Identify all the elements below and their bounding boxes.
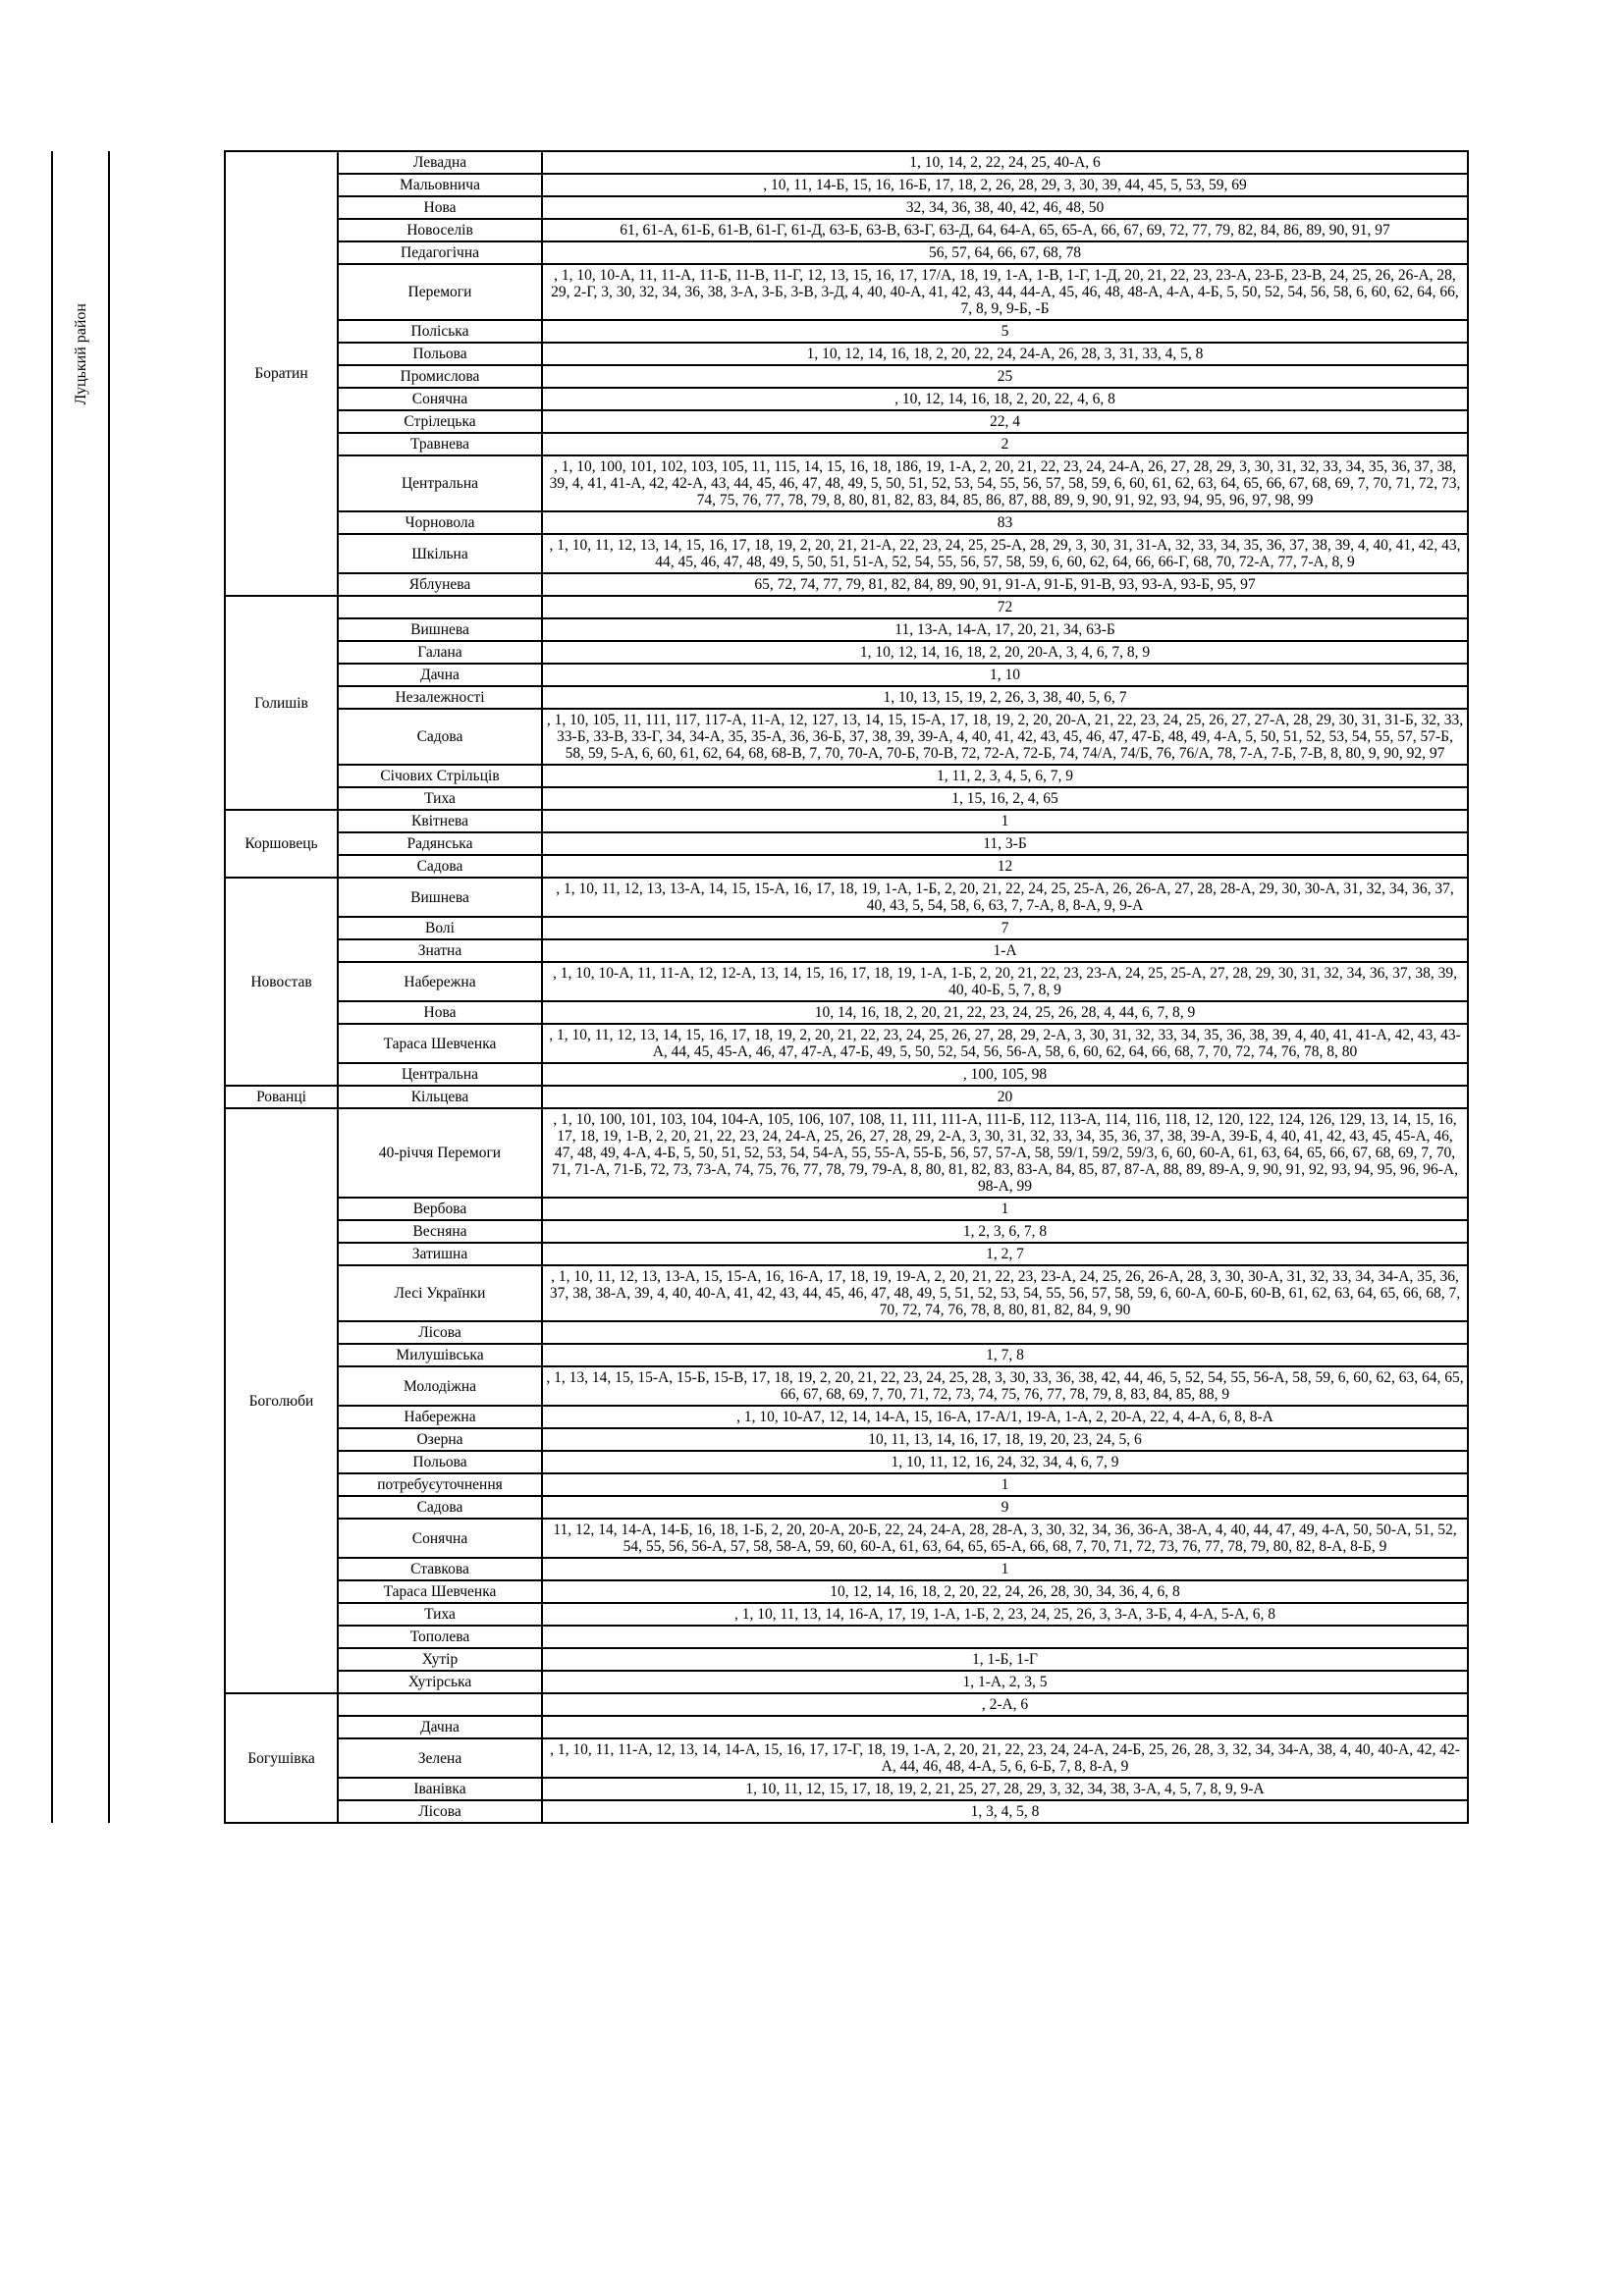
house-numbers: 1: [542, 1473, 1468, 1496]
street-name: Садова: [338, 709, 542, 765]
house-numbers: 10, 12, 14, 16, 18, 2, 20, 22, 24, 26, 28, 30, 34, 36, 4, 6, 8: [542, 1580, 1468, 1603]
street-name: Лісова: [338, 1321, 542, 1344]
house-numbers: , 1, 10, 11, 12, 13, 14, 15, 16, 17, 18, 19, 2, 20, 21, 21-А, 22, 23, 24, 25, 25-А, 28, 29, 3, 30, 31, 31-А, 32, 33, 34, 35, 36, 37, 38, 39, 4, 40, 41, 42, 43, 44, 45, 46, 47, 48, 49, 5, 50, 51, 51-А, 52, 54, 55, 56, 57, 58, 59, 6, 60, 62, 64, 66, 66-Г, 68, 70, 72-А, 77, 7-А, 8, 9: [542, 534, 1468, 573]
house-numbers: , 1, 10, 105, 11, 111, 117, 117-А, 11-А, 12, 127, 13, 14, 15, 15-А, 17, 18, 19, 2, 20, 20-А, 21, 22, 23, 24, 25, 26, 27, 27-А, 28, 29, 30, 31, 31-Б, 32, 33, 33-Б, 33-В, 33-Г, 34, 34-А, 35, 35-А, 36, 36-Б, 37, 38, 39, 39-А, 4, 40, 41, 42, 43, 45, 46, 47, 47-Б, 48, 49, 4-А, 5, 50, 51, 52, 53, 54, 55, 57, 57-Б, 58, 59, 5-А, 6, 60, 61, 62, 64, 68, 68-В, 7, 70, 70-А, 70-Б, 70-В, 72, 72-А, 72-Б, 74, 74/А, 74/Б, 76, 76/А, 78, 7-А, 7-Б, 7-В, 8, 80, 9, 90, 92, 97: [542, 709, 1468, 765]
house-numbers: 72: [542, 596, 1468, 618]
street-name: потребуєуточнення: [338, 1473, 542, 1496]
street-name: Іванівка: [338, 1778, 542, 1800]
street-name: Незалежності: [338, 686, 542, 709]
street-name: Нова: [338, 1001, 542, 1024]
street-name: Ставкова: [338, 1558, 542, 1580]
address-table-body: [52, 151, 1468, 1823]
house-numbers: 20: [542, 1086, 1468, 1108]
street-name: Набережна: [338, 1406, 542, 1428]
street-name: Набережна: [338, 962, 542, 1001]
house-numbers: 61, 61-А, 61-Б, 61-В, 61-Г, 61-Д, 63-Б, 63-В, 63-Г, 63-Д, 64, 64-А, 65, 65-А, 66, 67, 69, 72, 77, 79, 82, 84, 86, 89, 90, 91, 97: [542, 219, 1468, 241]
house-numbers: 1, 10, 11, 12, 15, 17, 18, 19, 2, 21, 25, 27, 28, 29, 3, 32, 34, 38, 3-А, 4, 5, 7, 8, 9, 9-А: [542, 1778, 1468, 1800]
house-numbers: 25: [542, 365, 1468, 388]
street-name: Нова: [338, 196, 542, 219]
house-numbers: 32, 34, 36, 38, 40, 42, 46, 48, 50: [542, 196, 1468, 219]
street-name: Дачна: [338, 1716, 542, 1738]
street-name: Левадна: [338, 151, 542, 174]
street-name: Тополева: [338, 1626, 542, 1648]
house-numbers: 1, 10, 12, 14, 16, 18, 2, 20, 20-А, 3, 4, 6, 7, 8, 9: [542, 641, 1468, 664]
house-numbers: , 1, 10, 11, 12, 13, 13-А, 14, 15, 15-А, 16, 17, 18, 19, 1-А, 1-Б, 2, 20, 21, 22, 24, 25, 25-А, 26, 26-А, 27, 28, 28-А, 29, 30, 30-А, 31, 32, 34, 36, 37, 40, 43, 5, 54, 58, 6, 63, 7, 7-А, 8, 8-А, 9, 9-А: [542, 878, 1468, 917]
house-numbers: 65, 72, 74, 77, 79, 81, 82, 84, 89, 90, 91, 91-А, 91-Б, 91-В, 93, 93-А, 93-Б, 95, 97: [542, 573, 1468, 596]
street-row: [52, 596, 1468, 618]
street-name: Зелена: [338, 1738, 542, 1778]
street-name: [338, 1693, 542, 1716]
street-name: Галана: [338, 641, 542, 664]
street-name: Радянська: [338, 832, 542, 855]
house-numbers: 11, 3-Б: [542, 832, 1468, 855]
street-row: [52, 1108, 1468, 1198]
house-numbers: , 1, 10, 11, 13, 14, 16-А, 17, 19, 1-А, 1-Б, 2, 23, 24, 25, 26, 3, 3-А, 3-Б, 4, 4-А, 5-А, 6, 8: [542, 1603, 1468, 1626]
house-numbers: 1, 10, 11, 12, 16, 24, 32, 34, 4, 6, 7, 9: [542, 1451, 1468, 1473]
street-name: Тиха: [338, 787, 542, 810]
street-name: Тараса Шевченка: [338, 1580, 542, 1603]
district-label: Луцький район: [72, 303, 89, 405]
street-name: Садова: [338, 855, 542, 878]
street-name: Квітнева: [338, 810, 542, 832]
village-name: Рованці: [225, 1086, 338, 1108]
village-name: Богушівка: [225, 1693, 338, 1823]
street-row: [52, 151, 1468, 174]
street-name: Центральна: [338, 455, 542, 511]
house-numbers: , 10, 11, 14-Б, 15, 16, 16-Б, 17, 18, 2, 26, 28, 29, 3, 30, 39, 44, 45, 5, 53, 59, 69: [542, 174, 1468, 196]
house-numbers: , 1, 10, 100, 101, 102, 103, 105, 11, 115, 14, 15, 16, 18, 186, 19, 1-А, 2, 20, 21, 22, 23, 24, 24-А, 26, 27, 28, 29, 3, 30, 31, 32, 33, 34, 35, 36, 37, 38, 39, 4, 41, 41-А, 42, 42-А, 43, 44, 45, 46, 47, 48, 49, 5, 50, 51, 52, 53, 54, 55, 56, 57, 58, 59, 6, 60, 61, 62, 63, 64, 65, 66, 67, 68, 69, 7, 70, 71, 72, 73, 74, 75, 76, 77, 78, 79, 8, 80, 81, 82, 83, 84, 85, 86, 87, 88, 89, 9, 90, 91, 92, 93, 94, 95, 96, 97, 98, 99: [542, 455, 1468, 511]
house-numbers: 56, 57, 64, 66, 67, 68, 78: [542, 241, 1468, 264]
house-numbers: , 1, 10, 100, 101, 103, 104, 104-А, 105, 106, 107, 108, 11, 111, 111-А, 111-Б, 112, 113-А, 114, 116, 118, 12, 120, 122, 124, 126, 129, 13, 14, 15, 16, 17, 18, 19, 1-В, 2, 20, 21, 22, 23, 24, 24-А, 25, 26, 27, 28, 29, 2-А, 3, 30, 31, 32, 33, 34, 35, 36, 37, 38, 39-А, 39-Б, 4, 40, 41, 42, 43, 45, 45-А, 46, 47, 48, 49, 4-А, 4-Б, 5, 50, 51, 52, 53, 54, 54-А, 55, 55-А, 55-Б, 56, 57, 57-А, 58, 59/1, 59/2, 59/3, 6, 60, 60-А, 61, 63, 64, 65, 66, 67, 68, 69, 7, 70, 71, 71-А, 71-Б, 72, 73, 73-А, 74, 75, 76, 77, 78, 79, 79-А, 8, 80, 81, 82, 83, 83-А, 84, 85, 87, 87-А, 88, 89, 89-А, 9, 90, 91, 92, 93, 94, 95, 96, 96-А, 98-А, 99: [542, 1108, 1468, 1198]
street-name: Січових Стрільців: [338, 765, 542, 787]
street-row: [52, 1086, 1468, 1108]
house-numbers: , 10, 12, 14, 16, 18, 2, 20, 22, 4, 6, 8: [542, 388, 1468, 410]
house-numbers: 1, 11, 2, 3, 4, 5, 6, 7, 9: [542, 765, 1468, 787]
street-name: Польова: [338, 1451, 542, 1473]
house-numbers: 11, 12, 14, 14-А, 14-Б, 16, 18, 1-Б, 2, 20, 20-А, 20-Б, 22, 24, 24-А, 28, 28-А, 3, 30, 32, 34, 36, 36-А, 38-А, 4, 40, 44, 47, 49, 4-А, 50, 50-А, 51, 52, 54, 55, 56, 56-А, 57, 58, 58-А, 59, 60, 60-А, 61, 63, 64, 65, 65-А, 66, 68, 7, 70, 71, 72, 73, 76, 77, 78, 79, 80, 82, 8-А, 8-Б, 9: [542, 1519, 1468, 1558]
house-numbers: 22, 4: [542, 410, 1468, 433]
street-name: Тараса Шевченка: [338, 1024, 542, 1063]
house-numbers: , 100, 105, 98: [542, 1063, 1468, 1086]
house-numbers: 1, 2, 3, 6, 7, 8: [542, 1220, 1468, 1243]
house-numbers: 1: [542, 810, 1468, 832]
street-row: [52, 878, 1468, 917]
street-name: Садова: [338, 1496, 542, 1519]
street-name: Тиха: [338, 1603, 542, 1626]
street-name: Промислова: [338, 365, 542, 388]
house-numbers: , 1, 10, 10-А, 11, 11-А, 11-Б, 11-В, 11-Г, 12, 13, 15, 16, 17, 17/А, 18, 19, 1-А, 1-В, 1-Г, 1-Д, 20, 21, 22, 23, 23-А, 23-Б, 23-В, 24, 25, 26, 26-А, 28, 29, 2-Г, 3, 30, 32, 34, 36, 38, 3-А, 3-Б, 3-В, 3-Д, 4, 40, 40-А, 41, 42, 43, 44, 44-А, 45, 46, 48, 48-А, 4-А, 4-Б, 5, 50, 52, 54, 56, 58, 6, 60, 62, 64, 66, 7, 8, 9, 9-Б, -Б: [542, 264, 1468, 320]
street-name: Стрілецька: [338, 410, 542, 433]
street-name: Новоселів: [338, 219, 542, 241]
street-name: Лесі Українки: [338, 1265, 542, 1321]
district-cell: [52, 151, 109, 1823]
street-name: Вишнева: [338, 618, 542, 641]
village-name: Боратин: [225, 151, 338, 596]
house-numbers: 9: [542, 1496, 1468, 1519]
street-name: Шкільна: [338, 534, 542, 573]
street-row: [52, 810, 1468, 832]
house-numbers: 1, 15, 16, 2, 4, 65: [542, 787, 1468, 810]
street-name: Озерна: [338, 1428, 542, 1451]
house-numbers: 1, 10, 14, 2, 22, 24, 25, 40-А, 6: [542, 151, 1468, 174]
house-numbers: 2: [542, 433, 1468, 455]
street-name: Травнева: [338, 433, 542, 455]
street-name: Перемоги: [338, 264, 542, 320]
community-cell: [109, 151, 225, 1823]
house-numbers: , 1, 13, 14, 15, 15-А, 15-Б, 15-В, 17, 18, 19, 2, 20, 21, 22, 23, 24, 25, 28, 3, 30, 33, 36, 38, 42, 44, 46, 5, 52, 54, 55, 56-А, 58, 59, 6, 60, 62, 63, 64, 65, 66, 67, 68, 69, 7, 70, 71, 72, 73, 74, 75, 76, 77, 78, 79, 8, 83, 84, 85, 88, 9: [542, 1366, 1468, 1406]
village-name: Боголюби: [225, 1108, 338, 1693]
street-name: Знатна: [338, 939, 542, 962]
house-numbers: 83: [542, 511, 1468, 534]
street-name: Сонячна: [338, 1519, 542, 1558]
house-numbers: , 2-А, 6: [542, 1693, 1468, 1716]
house-numbers: , 1, 10, 11, 11-А, 12, 13, 14, 14-А, 15, 16, 17, 17-Г, 18, 19, 1-А, 2, 20, 21, 22, 23, 24, 24-А, 24-Б, 25, 26, 28, 3, 32, 34, 34-А, 38, 4, 40, 40-А, 42, 42-А, 44, 46, 48, 4-А, 5, 6, 6-Б, 7, 8, 8-А, 9: [542, 1738, 1468, 1778]
street-name: Молодіжна: [338, 1366, 542, 1406]
street-name: Затишна: [338, 1243, 542, 1265]
house-numbers: , 1, 10, 11, 12, 13, 13-А, 15, 15-А, 16, 16-А, 17, 18, 19, 19-А, 2, 20, 21, 22, 23, 23-А, 24, 25, 26, 26-А, 28, 3, 30, 30-А, 31, 32, 33, 34, 34-А, 35, 36, 37, 38, 38-А, 39, 4, 40, 40-А, 41, 42, 43, 44, 45, 46, 47, 48, 49, 5, 51, 52, 53, 54, 55, 56, 57, 58, 59, 6, 60-А, 60-Б, 60-В, 61, 62, 63, 64, 65, 66, 68, 7, 70, 72, 74, 76, 78, 8, 80, 81, 82, 84, 9, 90: [542, 1265, 1468, 1321]
street-row: [52, 1693, 1468, 1716]
house-numbers: 5: [542, 320, 1468, 343]
house-numbers: , 1, 10, 10-А7, 12, 14, 14-А, 15, 16-А, 17-А/1, 19-А, 1-А, 2, 20-А, 22, 4, 4-А, 6, 8, 8-А: [542, 1406, 1468, 1428]
street-name: Хутір: [338, 1648, 542, 1671]
street-name: Центральна: [338, 1063, 542, 1086]
house-numbers: 1, 10, 13, 15, 19, 2, 26, 3, 38, 40, 5, 6, 7: [542, 686, 1468, 709]
house-numbers: 1: [542, 1198, 1468, 1220]
house-numbers: 1, 7, 8: [542, 1344, 1468, 1366]
village-name: Голишів: [225, 596, 338, 810]
house-numbers: 1, 10, 12, 14, 16, 18, 2, 20, 22, 24, 24-А, 26, 28, 3, 31, 33, 4, 5, 8: [542, 343, 1468, 365]
street-name: Поліська: [338, 320, 542, 343]
street-name: Вербова: [338, 1198, 542, 1220]
house-numbers: 1-А: [542, 939, 1468, 962]
house-numbers: 1, 10: [542, 664, 1468, 686]
street-name: Сонячна: [338, 388, 542, 410]
street-name: Хутірська: [338, 1671, 542, 1693]
street-name: Волі: [338, 917, 542, 939]
street-name: 40-річчя Перемоги: [338, 1108, 542, 1198]
street-name: Яблунева: [338, 573, 542, 596]
street-name: Польова: [338, 343, 542, 365]
house-numbers: 11, 13-А, 14-А, 17, 20, 21, 34, 63-Б: [542, 618, 1468, 641]
address-table: [51, 150, 1469, 1824]
house-numbers: 10, 11, 13, 14, 16, 17, 18, 19, 20, 23, 24, 5, 6: [542, 1428, 1468, 1451]
house-numbers: 1, 1-А, 2, 3, 5: [542, 1671, 1468, 1693]
street-name: Дачна: [338, 664, 542, 686]
street-name: Весняна: [338, 1220, 542, 1243]
street-name: Педагогічна: [338, 241, 542, 264]
street-name: Мальовнича: [338, 174, 542, 196]
house-numbers: 7: [542, 917, 1468, 939]
house-numbers: , 1, 10, 11, 12, 13, 14, 15, 16, 17, 18, 19, 2, 20, 21, 22, 23, 24, 25, 26, 27, 28, 29, 2-А, 3, 30, 31, 32, 33, 34, 35, 36, 38, 39, 4, 40, 41, 41-А, 42, 43, 43-А, 44, 45, 45-А, 46, 47, 47-А, 47-Б, 49, 5, 50, 52, 54, 56, 56-А, 58, 6, 60, 62, 64, 66, 68, 7, 70, 72, 74, 76, 78, 8, 80: [542, 1024, 1468, 1063]
house-numbers: 10, 14, 16, 18, 2, 20, 21, 22, 23, 24, 25, 26, 28, 4, 44, 6, 7, 8, 9: [542, 1001, 1468, 1024]
house-numbers: , 1, 10, 10-А, 11, 11-А, 12, 12-А, 13, 14, 15, 16, 17, 18, 19, 1-А, 1-Б, 2, 20, 21, 22, 23, 23-А, 24, 25, 25-А, 27, 28, 29, 30, 31, 32, 34, 36, 37, 38, 39, 40, 40-Б, 5, 7, 8, 9: [542, 962, 1468, 1001]
house-numbers: 1, 3, 4, 5, 8: [542, 1800, 1468, 1823]
street-name: Чорновола: [338, 511, 542, 534]
street-name: Милушівська: [338, 1344, 542, 1366]
street-name: [338, 596, 542, 618]
house-numbers: [542, 1626, 1468, 1648]
village-name: Коршовець: [225, 810, 338, 878]
street-name: Вишнева: [338, 878, 542, 917]
street-name: Лісова: [338, 1800, 542, 1823]
house-numbers: [542, 1321, 1468, 1344]
house-numbers: 1, 2, 7: [542, 1243, 1468, 1265]
house-numbers: 1, 1-Б, 1-Г: [542, 1648, 1468, 1671]
house-numbers: 1: [542, 1558, 1468, 1580]
street-name: Кільцева: [338, 1086, 542, 1108]
house-numbers: 12: [542, 855, 1468, 878]
house-numbers: [542, 1716, 1468, 1738]
village-name: Новостав: [225, 878, 338, 1086]
